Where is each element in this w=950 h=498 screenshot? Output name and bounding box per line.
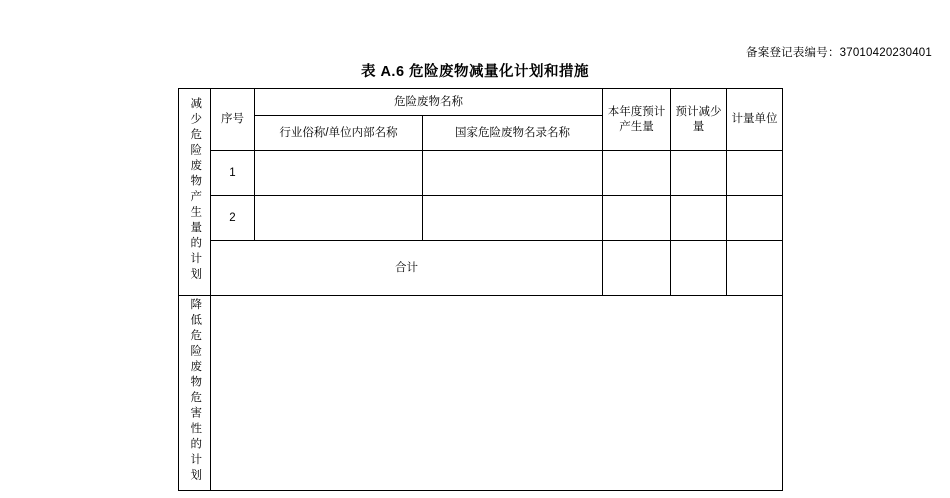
header-waste-name-group: 危险废物名称 [255,89,603,116]
header-seq: 序号 [211,89,255,151]
header-industry-name: 行业俗称/单位内部名称 [255,116,423,151]
side-label-reduce-hazard [179,296,211,491]
cell-catalog-name[interactable] [423,196,603,241]
total-unit[interactable] [727,241,783,296]
cell-seq: 2 [211,196,255,241]
table-row [179,151,783,196]
registration-number: 备案登记表编号：37010420230401 [746,47,932,59]
table-total-row [179,241,783,296]
header-unit: 计量单位 [727,89,783,151]
side-label-reduce-quantity [179,89,211,296]
table-row [179,196,783,241]
cell-industry-name[interactable] [255,196,423,241]
header-catalog-name: 国家危险废物名录名称 [423,116,603,151]
cell-expected-reduction[interactable] [671,196,727,241]
header-expected-reduction: 预计减少量 [671,89,727,151]
cell-industry-name[interactable] [255,151,423,196]
cell-catalog-name[interactable] [423,151,603,196]
waste-reduction-table-wrapper [178,88,778,491]
cell-unit[interactable] [727,151,783,196]
side-label-reduce-hazard-text: 降低危险废物危害性的计划 [189,298,202,484]
total-label: 合计 [211,241,603,296]
total-expected-reduction[interactable] [671,241,727,296]
cell-annual-estimate[interactable] [603,151,671,196]
cell-unit[interactable] [727,196,783,241]
cell-seq: 1 [211,151,255,196]
waste-reduction-table [178,88,783,491]
table-header-row-1 [179,89,783,116]
header-annual-estimate: 本年度预计产生量 [603,89,671,151]
page-title: 表 A.6 危险废物减量化计划和措施 [360,64,590,80]
hazard-reduction-content[interactable] [211,296,783,491]
hazard-reduction-row [179,296,783,491]
total-annual-estimate[interactable] [603,241,671,296]
side-label-reduce-quantity-text: 减少危险废物产生量的计划 [189,96,202,283]
cell-annual-estimate[interactable] [603,196,671,241]
cell-expected-reduction[interactable] [671,151,727,196]
